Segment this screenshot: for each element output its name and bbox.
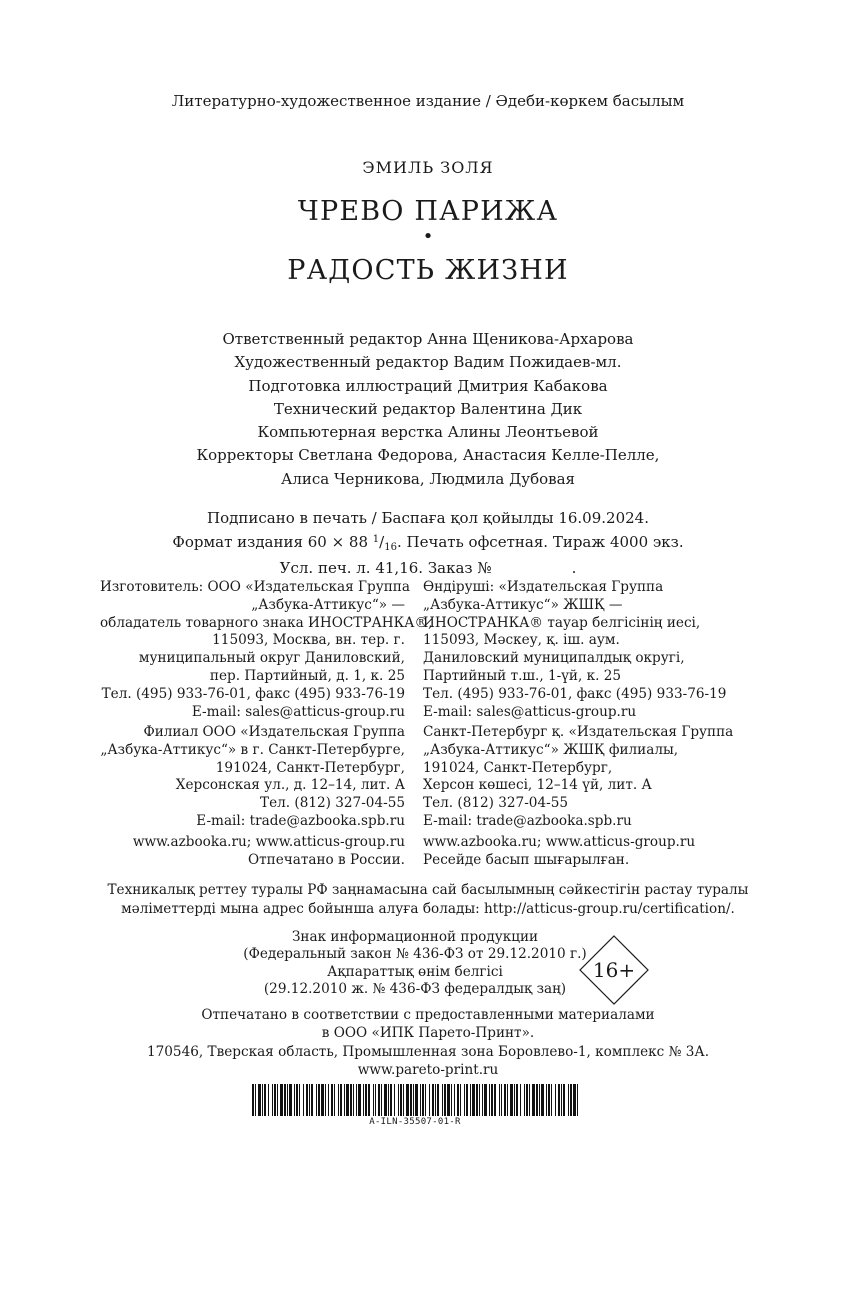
age-rating-text: 16+	[592, 958, 636, 982]
age-rating-badge	[579, 935, 649, 1005]
text-line: Тел. (812) 327-04-55	[423, 795, 568, 812]
barcode-bar	[280, 1084, 283, 1116]
barcode-bar	[442, 1084, 443, 1116]
barcode-bar	[289, 1084, 292, 1116]
text-line: Знак информационной продукции	[291, 929, 539, 945]
barcode-bar	[558, 1084, 560, 1116]
text-line: 170546, Тверская область, Промышленная зона Боровлево-1, комплекс № 3А.	[146, 1043, 710, 1060]
barcode-bar	[398, 1084, 399, 1116]
barcode-bar	[454, 1084, 455, 1116]
barcode-bar	[536, 1084, 538, 1116]
barcode-bar	[489, 1084, 490, 1116]
barcode-bar	[400, 1084, 402, 1116]
barcode-bar	[277, 1084, 278, 1116]
barcode-bar	[258, 1084, 261, 1116]
barcode-bar	[432, 1084, 434, 1116]
email-line: E-mail: trade@azbooka.spb.ru	[196, 812, 405, 829]
website-line: www.pareto-print.ru	[357, 1062, 499, 1079]
web-ru	[100, 834, 405, 870]
printed-in-line: Ресейде басып шығарылған.	[423, 851, 630, 868]
barcode-bar	[331, 1084, 333, 1116]
barcode-bar	[390, 1084, 392, 1116]
email-line: E-mail: sales@atticus-group.ru	[423, 703, 637, 720]
barcode-bar	[321, 1084, 324, 1116]
barcode-bar	[375, 1084, 376, 1116]
branch-ru	[100, 724, 405, 831]
text-line: „Азбука-Аттикус“» —	[251, 596, 405, 613]
text-line: пер. Партийный, д. 1, к. 25	[209, 667, 405, 684]
barcode-bar	[539, 1084, 540, 1116]
barcode-bar	[470, 1084, 471, 1116]
barcode-bar	[287, 1084, 288, 1116]
text-line: 115093, Мәскеу, қ. іш. аум.	[423, 632, 620, 649]
barcode-bar	[529, 1084, 530, 1116]
branch-kz	[423, 724, 734, 831]
barcode-bar	[410, 1084, 412, 1116]
barcode-bar	[296, 1084, 298, 1116]
barcode-bar	[573, 1084, 576, 1116]
text-line: муниципальный округ Даниловский,	[138, 650, 405, 667]
barcode-bar	[344, 1084, 345, 1116]
barcode-bar	[378, 1084, 380, 1116]
print-info-block	[0, 508, 856, 579]
barcode-bar	[494, 1084, 496, 1116]
barcode-bar	[384, 1084, 387, 1116]
text-line: в ООО «ИПК Парето-Принт».	[321, 1025, 535, 1042]
barcode-bar	[464, 1084, 465, 1116]
barcode-bar	[346, 1084, 349, 1116]
barcode-bar	[570, 1084, 572, 1116]
barcode-bar	[340, 1084, 342, 1116]
barcode-bar	[262, 1084, 263, 1116]
text-line: (29.12.2010 ж. № 436-ФЗ федералдық заң)	[263, 981, 567, 998]
website-line: www.azbooka.ru; www.atticus-group.ru	[423, 834, 696, 850]
barcode-bar	[338, 1084, 339, 1116]
sheets-prefix: Усл. печ. л. 41,16. Заказ №	[279, 559, 492, 577]
genre-line: Литературно-художественное издание / Әдеби-көркем басылым	[171, 92, 685, 110]
text-line: 191024, Санкт-Петербург,	[423, 759, 613, 776]
barcode-bar	[272, 1084, 273, 1116]
barcode-bar	[532, 1084, 535, 1116]
website-line: www.azbooka.ru; www.atticus-group.ru	[132, 834, 405, 850]
printer-info	[0, 1006, 856, 1080]
barcode-bar	[268, 1084, 269, 1116]
text-line: обладатель товарного знака ИНОСТРАНКА®,	[100, 614, 433, 631]
barcode-bar	[563, 1084, 565, 1116]
barcode-bar	[264, 1084, 266, 1116]
barcode-bar	[561, 1084, 562, 1116]
text-line: Өндіруші: «Издательская Группа	[423, 579, 664, 595]
credit-line: Алиса Черникова, Людмила Дубовая	[280, 469, 576, 488]
book-title-1: ЧРЕВО ПАРИЖА	[297, 196, 559, 227]
barcode-bar	[363, 1084, 364, 1116]
text-line: „Азбука-Аттикус“» ЖШҚ —	[423, 596, 623, 613]
text-line: Филиал ООО «Издательская Группа	[143, 724, 405, 740]
barcode-bar	[353, 1084, 354, 1116]
barcode-bar	[415, 1084, 418, 1116]
info-product-sign	[230, 929, 600, 999]
barcode-bar	[435, 1084, 436, 1116]
text-line: „Азбука-Аттикус“» в г. Санкт-Петербурге,	[100, 741, 405, 758]
barcode-bar	[413, 1084, 414, 1116]
barcode-bar	[491, 1084, 493, 1116]
text-line: (Федеральный закон № 436-ФЗ от 29.12.2010 г.)	[243, 946, 587, 963]
barcode-bar	[514, 1084, 515, 1116]
barcode-bar	[541, 1084, 544, 1116]
barcode-bar	[350, 1084, 352, 1116]
barcode-bar	[457, 1084, 459, 1116]
credit-line: Подготовка иллюстраций Дмитрия Кабакова	[248, 376, 608, 395]
barcode-bar	[299, 1084, 300, 1116]
barcode-bar	[555, 1084, 556, 1116]
text-line: Херсонская ул., д. 12–14, лит. А	[175, 777, 405, 794]
barcode-bar	[546, 1084, 547, 1116]
barcode-bar	[358, 1084, 361, 1116]
credit-line: Технический редактор Валентина Дик	[273, 399, 583, 418]
barcode-bar	[425, 1084, 426, 1116]
email-line: E-mail: sales@atticus-group.ru	[191, 703, 405, 720]
barcode-bar	[403, 1084, 404, 1116]
barcode-bar	[482, 1084, 483, 1116]
format-line	[0, 529, 856, 558]
barcode-bar	[252, 1084, 254, 1116]
printed-in-line: Отпечатано в России.	[247, 851, 405, 868]
barcode-bar	[373, 1084, 374, 1116]
barcode-bar	[460, 1084, 461, 1116]
text-line: Даниловский муниципалдық округі,	[423, 650, 685, 667]
text-line: Тел. (812) 327-04-55	[260, 795, 405, 812]
barcode-bar	[365, 1084, 367, 1116]
format-suffix: . Печать офсетная. Тираж 4000 экз.	[396, 533, 684, 551]
barcode-bar	[451, 1084, 452, 1116]
barcode-bar	[294, 1084, 295, 1116]
text-line: Санкт-Петербург қ. «Издательская Группа	[423, 724, 734, 740]
barcode-bar	[420, 1084, 421, 1116]
text-line: Херсон көшесі, 12–14 үй, лит. А	[423, 777, 652, 794]
credit-line: Корректоры Светлана Федорова, Анастасия Келле-Пелле,	[196, 446, 660, 465]
text-line: Техникалық реттеу туралы РФ заңнамасына сай басылымның сәйкестігін растау туралы	[107, 882, 749, 898]
web-kz	[423, 834, 723, 870]
text-line: 115093, Москва, вн. тер. г.	[212, 632, 405, 649]
text-line: Отпечатано в соответствии с предоставленными материалами	[201, 1007, 655, 1023]
barcode-bar	[568, 1084, 569, 1116]
barcode-bar	[381, 1084, 382, 1116]
barcode-bar	[510, 1084, 513, 1116]
credit-line: Компьютерная верстка Алины Леонтьевой	[257, 423, 599, 442]
text-line: „Азбука-Аттикус“» ЖШҚ филиалы,	[423, 741, 679, 758]
barcode-bar	[476, 1084, 478, 1116]
barcode-bar	[394, 1084, 395, 1116]
title-separator: •	[422, 226, 434, 247]
text-line: ИНОСТРАНКА® тауар белгісінің иесі,	[423, 614, 701, 631]
barcode-bar	[520, 1084, 521, 1116]
barcode-bar	[507, 1084, 508, 1116]
text-line: Изготовитель: ООО «Издательская Группа	[100, 579, 410, 595]
format-denominator: 16	[384, 542, 397, 553]
credits-block	[0, 328, 856, 491]
signed-line: Подписано в печать / Баспаға қол қойылды 16.09.2024.	[207, 509, 649, 527]
barcode-bar	[577, 1084, 578, 1116]
barcode-bar	[309, 1084, 310, 1116]
barcode-bar	[447, 1084, 450, 1116]
barcode-bar	[306, 1084, 308, 1116]
manufacturer-kz	[423, 579, 727, 721]
text-line: Тел. (495) 933-76-01, факс (495) 933-76-19	[101, 685, 405, 702]
barcode-bar	[466, 1084, 468, 1116]
barcode-bar	[484, 1084, 487, 1116]
text-line: Тел. (495) 933-76-01, факс (495) 933-76-19	[423, 685, 727, 702]
barcode-bar	[479, 1084, 480, 1116]
barcode-icon	[252, 1084, 578, 1116]
sheets-suffix: .	[571, 559, 577, 577]
barcode-bar	[551, 1084, 552, 1116]
barcode-bar	[526, 1084, 528, 1116]
book-title-2: РАДОСТЬ ЖИЗНИ	[287, 255, 569, 286]
certification-note	[0, 881, 856, 918]
barcode-bar	[388, 1084, 389, 1116]
barcode-caption: A-ILN-35507-01-R	[369, 1117, 461, 1127]
text-line: мәліметтерді мына адрес бойынша алуға болады: http://atticus-group.ru/certification/.	[121, 900, 735, 917]
barcode-bar	[325, 1084, 326, 1116]
barcode-bar	[356, 1084, 357, 1116]
format-slash: /	[379, 533, 385, 551]
barcode-bar	[548, 1084, 550, 1116]
barcode-bar	[499, 1084, 500, 1116]
barcode-bar	[334, 1084, 335, 1116]
barcode-bar	[316, 1084, 317, 1116]
text-line: 191024, Санкт-Петербург,	[215, 759, 405, 776]
barcode-bar	[444, 1084, 446, 1116]
barcode-bar	[274, 1084, 276, 1116]
text-line: Ақпараттық өнім белгісі	[327, 963, 503, 980]
barcode-bar	[516, 1084, 518, 1116]
text-line: Партийный т.ш., 1-үй, к. 25	[423, 667, 622, 684]
credit-line: Ответственный редактор Анна Щеникова-Архарова	[222, 330, 634, 348]
sheets-line	[0, 558, 856, 579]
barcode-bar	[368, 1084, 370, 1116]
barcode-bar	[318, 1084, 320, 1116]
barcode-bar	[504, 1084, 506, 1116]
barcode-bar	[437, 1084, 439, 1116]
barcode-bar	[501, 1084, 502, 1116]
barcode-bar	[472, 1084, 475, 1116]
credit-line: Художественный редактор Вадим Пожидаев-мл.	[234, 353, 622, 372]
manufacturer-ru	[100, 579, 433, 721]
barcode-bar	[311, 1084, 313, 1116]
barcode-bar	[422, 1084, 424, 1116]
email-line: E-mail: trade@azbooka.spb.ru	[423, 812, 632, 829]
barcode-bar	[429, 1084, 430, 1116]
format-numerator: 1	[372, 534, 380, 545]
barcode-bar	[284, 1084, 286, 1116]
barcode-bar	[406, 1084, 409, 1116]
format-prefix: Формат издания 60 × 88	[172, 533, 368, 551]
barcode-bar	[328, 1084, 329, 1116]
barcode-bar	[303, 1084, 304, 1116]
barcode-bar	[255, 1084, 256, 1116]
barcode-bar	[524, 1084, 525, 1116]
author-name: ЭМИЛЬ ЗОЛЯ	[362, 158, 494, 177]
